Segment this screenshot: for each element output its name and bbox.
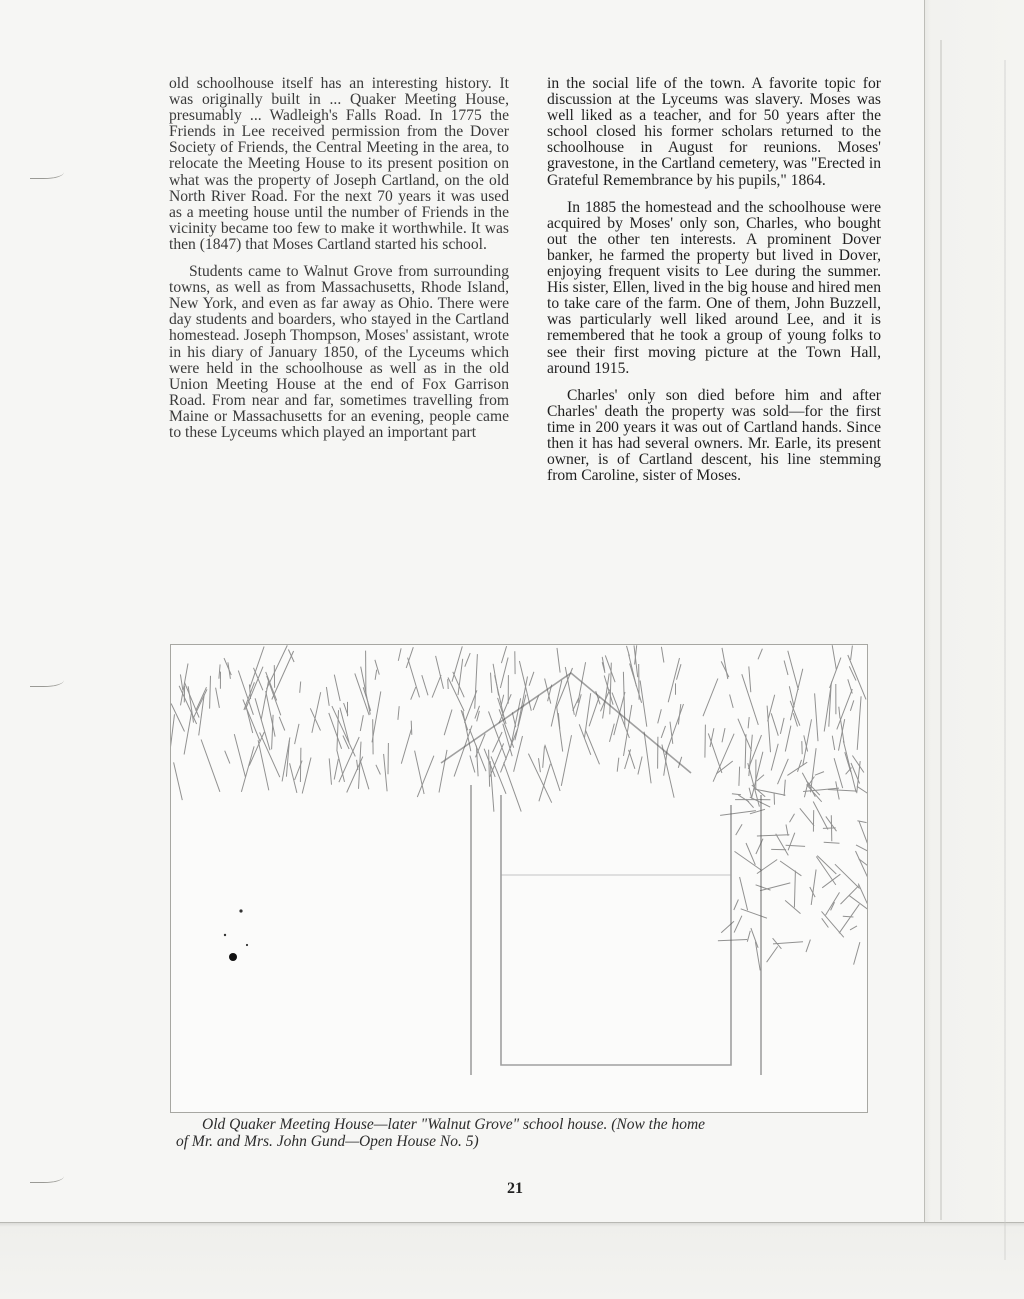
photo-stroke	[514, 736, 523, 772]
photo-stroke	[740, 877, 748, 910]
photo-stroke	[360, 760, 369, 789]
photo-stroke	[411, 721, 412, 735]
photo-stroke	[741, 909, 767, 918]
photo-stroke	[734, 900, 739, 911]
photo-stroke	[834, 758, 843, 788]
photo-stroke	[272, 651, 294, 700]
photo-stroke	[360, 715, 363, 731]
photo-stroke	[557, 707, 563, 752]
photo-stroke	[454, 726, 472, 777]
photo-stroke	[225, 751, 230, 764]
photo-stroke	[448, 678, 464, 712]
photo-stroke	[490, 743, 504, 777]
photo-stroke	[411, 687, 416, 700]
photo-stroke	[780, 718, 784, 734]
photo-stroke	[850, 926, 857, 930]
photo-stroke	[245, 667, 263, 710]
photo-stroke	[415, 751, 425, 794]
photo-stroke	[300, 748, 301, 782]
photo-stroke	[432, 675, 441, 698]
caption-line: Old Quaker Meeting House—later "Walnut Grove" school house. (Now the home	[176, 1116, 876, 1133]
photo-stroke	[739, 767, 740, 786]
photo-stroke	[788, 651, 799, 690]
photo-stroke	[384, 754, 388, 791]
photo-stroke	[768, 695, 775, 722]
photo-stroke	[857, 696, 861, 750]
photo-stroke	[813, 802, 828, 830]
photo-stroke	[448, 679, 449, 689]
photo-stroke	[668, 658, 679, 702]
photo-stroke	[300, 682, 301, 693]
photo-caption	[176, 1116, 876, 1150]
photo-stroke	[780, 861, 801, 876]
photo-stroke	[856, 851, 868, 880]
photo-stroke	[610, 724, 615, 742]
photo-stroke	[180, 674, 182, 690]
photo-stroke	[734, 916, 742, 933]
photo-stroke	[282, 737, 290, 781]
photo-stroke	[302, 758, 311, 794]
photo-stroke	[790, 814, 795, 823]
meeting-house-photo	[170, 644, 868, 1113]
photo-stroke	[310, 708, 320, 730]
photo-stroke	[255, 698, 270, 750]
photo-stroke	[329, 758, 331, 784]
photo-stroke	[551, 680, 562, 726]
photo-stroke	[832, 645, 836, 669]
photo-stroke	[375, 660, 379, 675]
photo-stroke	[784, 661, 788, 676]
photo-stroke	[576, 694, 582, 716]
photo-stroke	[529, 672, 534, 686]
margin-mark	[30, 1172, 64, 1183]
photo-stroke	[735, 851, 762, 870]
photo-stroke	[760, 883, 790, 891]
photo-stroke	[216, 688, 220, 708]
photo-stroke	[788, 833, 795, 851]
photo-stroke	[589, 697, 599, 727]
photo-stroke	[491, 756, 506, 793]
photo-stroke	[355, 673, 369, 715]
photo-stroke	[822, 918, 829, 927]
photo-stroke	[171, 714, 175, 759]
photo-stroke	[832, 736, 834, 750]
photo-stroke	[822, 874, 840, 888]
photo-stroke	[210, 676, 211, 709]
photo-stroke	[822, 911, 844, 937]
photo-stroke	[786, 825, 788, 836]
photo-stroke	[757, 860, 777, 874]
photo-stroke	[224, 658, 231, 675]
photo-stroke	[630, 664, 642, 703]
photo-stroke	[334, 759, 338, 780]
photo-stroke	[267, 676, 281, 715]
photo-stroke	[489, 750, 490, 787]
photo-stroke	[828, 790, 857, 792]
paragraph: old schoolhouse itself has an interesting history. It was originally built in ... Quaker Meeting House, presumably ... Wadleigh's Falls Road. In 1775 the Friends in Lee received permission from the Dover Society of Friends, the Central Meeting in the area, to relocate the Meeting House to its present position on what was the property of Joseph Cartland, on the old North River Road. For the next 70 years it was used as a meeting house until the number of Friends in the vicinity became too few to make it worthwhile. It was then (1847) that Moses Cartland started his school.	[169, 76, 509, 253]
photo-stroke	[295, 724, 299, 744]
photo-stroke	[623, 672, 625, 727]
photo-stroke	[778, 759, 789, 784]
photo-stroke	[640, 681, 647, 727]
photo-stroke	[824, 842, 840, 843]
photo-stroke	[519, 661, 531, 711]
photo-stroke	[804, 782, 808, 797]
photo-stroke	[260, 732, 280, 777]
photo-stroke	[831, 815, 832, 841]
page-edge-bottom	[0, 1222, 1024, 1299]
caption-line: of Mr. and Mrs. John Gund—Open House No. 5)	[176, 1133, 876, 1150]
photo-stroke	[557, 648, 560, 673]
photo-stroke	[398, 706, 399, 720]
photo-stroke	[786, 845, 806, 846]
photo-stroke	[627, 646, 630, 656]
photo-stroke	[439, 750, 447, 793]
photo-stroke	[705, 725, 706, 758]
photo-stroke	[720, 811, 756, 816]
photo-stroke	[326, 687, 329, 706]
photo-stroke	[504, 763, 522, 812]
photo-stroke	[750, 797, 770, 807]
photo-stroke	[787, 762, 807, 775]
photo-stroke	[790, 669, 802, 721]
photo-stroke	[334, 675, 340, 701]
photo-stroke	[401, 729, 411, 763]
photo-stroke	[854, 942, 860, 965]
photo-stroke	[747, 931, 750, 942]
photo-stroke	[839, 707, 840, 719]
photo-stroke	[661, 726, 665, 738]
photo-stroke	[718, 940, 747, 941]
photo-stroke	[751, 928, 758, 948]
photo-stroke	[543, 746, 545, 768]
photo-stroke	[736, 824, 742, 835]
photo-stroke	[857, 786, 867, 800]
photo-stroke	[201, 740, 220, 792]
photo-stroke	[755, 789, 786, 795]
photo-stroke	[658, 709, 662, 723]
photo-stroke	[807, 785, 822, 802]
photo-stroke	[561, 735, 571, 786]
margin-mark	[30, 168, 64, 179]
photo-stroke	[758, 649, 762, 660]
photo-stroke	[848, 679, 853, 693]
photo-stroke	[662, 745, 674, 798]
photo-stroke	[748, 717, 749, 728]
photo-stroke	[803, 719, 812, 765]
photo-stroke	[279, 717, 285, 731]
photo-stroke	[776, 834, 789, 856]
photo-stroke	[518, 677, 528, 727]
photo-stroke	[398, 648, 401, 661]
photo-stroke	[749, 666, 751, 692]
left-column	[169, 76, 509, 452]
paragraph: Charles' only son died before him and after Charles' death the property was sold—for the first time in 200 years it was out of Cartland hands. Since then it has had several owners. Mr. Earle, its present owner, is of Cartland descent, his line stemming from Caroline, sister of Moses.	[547, 388, 881, 485]
photo-stroke	[756, 839, 763, 854]
photo-stroke	[771, 713, 778, 735]
page-edge-right	[924, 0, 1024, 1298]
photo-stroke	[851, 646, 853, 660]
photo-stroke	[806, 940, 810, 953]
photo-stroke	[638, 757, 642, 775]
photo-stroke	[184, 713, 191, 755]
photo-stroke	[174, 762, 183, 800]
photo-stroke	[661, 647, 664, 663]
photo-stroke	[839, 904, 859, 933]
photo-stroke	[767, 947, 778, 963]
photo-stroke	[850, 700, 853, 710]
photo-stroke	[470, 756, 475, 773]
photo-stroke	[461, 710, 468, 730]
paragraph: In 1885 the homestead and the schoolhouse were acquired by Moses' only son, Charles, who bought out the other ten interests. A prominent Dover banker, he farmed the property but lived in Dover, enjoying frequent visits to Lee during the summer. His sister, Ellen, lived in the big house and hired men to take care of the farm. One of them, John Buzzell, was particularly well liked around Lee, and it is remembered that he took a group of young folks to see their first moving picture at the Town Hall, around 1915.	[547, 200, 881, 377]
photo-stroke	[785, 900, 800, 913]
photo-stroke	[800, 808, 814, 826]
photo-stroke	[784, 780, 785, 796]
paragraph: in the social life of the town. A favorite topic for discussion at the Lyceums was slavery. Moses was well liked as a teacher, and for 50 years after the school closed his former scholars returned to the schoolhouse in August for reunions. Moses' gravestone, in the Cartland cemetery, was "Erected in Grateful Remembrance by his pupils," 1864.	[547, 76, 881, 189]
photo-stroke	[234, 734, 245, 777]
photo-stroke	[528, 754, 551, 803]
photo-stroke	[465, 653, 470, 667]
photo-stroke	[843, 916, 854, 917]
photo-stroke	[756, 885, 771, 890]
photo-stroke	[501, 646, 506, 663]
photo-stroke	[794, 871, 795, 908]
photo-stroke	[258, 740, 269, 790]
photo-stroke	[312, 692, 321, 733]
scan-streak	[940, 40, 942, 1220]
photo-stroke	[475, 654, 478, 709]
photo-stroke	[730, 695, 734, 708]
photo-stroke	[858, 884, 867, 904]
photo-stroke	[491, 673, 492, 693]
photo-stroke	[811, 870, 816, 905]
photo-stroke	[823, 828, 836, 829]
photo-stroke	[329, 713, 342, 749]
photo-stroke	[266, 691, 275, 737]
photo-stroke	[666, 704, 684, 755]
photo-stroke	[444, 710, 452, 736]
page-number: 21	[500, 1180, 530, 1198]
photo-stroke	[826, 892, 840, 915]
photo-stroke	[545, 745, 560, 791]
photo-stroke	[757, 775, 764, 781]
photo-stroke	[771, 744, 778, 771]
right-column	[547, 76, 881, 495]
photo-stroke	[375, 670, 377, 680]
photo-stroke	[849, 895, 867, 914]
photo-stroke	[815, 693, 818, 741]
photo-stroke	[835, 864, 860, 888]
photo-stroke	[376, 765, 381, 775]
scan-streak	[1004, 60, 1006, 1260]
photo-stroke	[219, 664, 220, 678]
photo-stroke	[194, 689, 207, 717]
photo-stroke	[815, 772, 824, 776]
photo-stroke	[749, 735, 753, 776]
photo-stroke	[722, 648, 728, 679]
photo-stroke	[856, 845, 867, 863]
paragraph: Students came to Walnut Grove from surrounding towns, as well as from Massachusetts, Rhode Island, New York, and even as far away as Ohio. There were day students and boarders, who stayed in the Cartland homestead. Joseph Thompson, Moses' assistant, wrote in his diary of January 1850, of the Lyceums which were held in the schoolhouse as well as in the old Union Meeting House at the end of Fox Garrison Road. From near and far, sometimes travelling from Maine or Massachusetts for an evening, people came to these Lyceums which played an important part	[169, 264, 509, 441]
photo-stroke	[738, 795, 749, 802]
photo-stroke	[703, 679, 718, 717]
photo-stroke	[196, 687, 207, 711]
photo-stroke	[501, 695, 503, 705]
photo-stroke	[722, 728, 725, 742]
photo-stroke	[721, 921, 734, 933]
photo-stroke	[629, 750, 635, 769]
photo-stroke	[539, 758, 541, 772]
photo-stroke	[422, 675, 428, 695]
photo-stroke	[843, 741, 856, 792]
photo-stroke	[785, 726, 791, 752]
photo-stroke	[745, 734, 746, 768]
margin-mark	[30, 676, 64, 687]
photo-stroke	[732, 794, 741, 795]
photo-stroke	[746, 843, 755, 865]
photo-stroke	[617, 758, 619, 772]
photo-stroke	[436, 656, 444, 689]
photo-stroke	[605, 655, 615, 682]
photo-stroke	[738, 719, 752, 751]
